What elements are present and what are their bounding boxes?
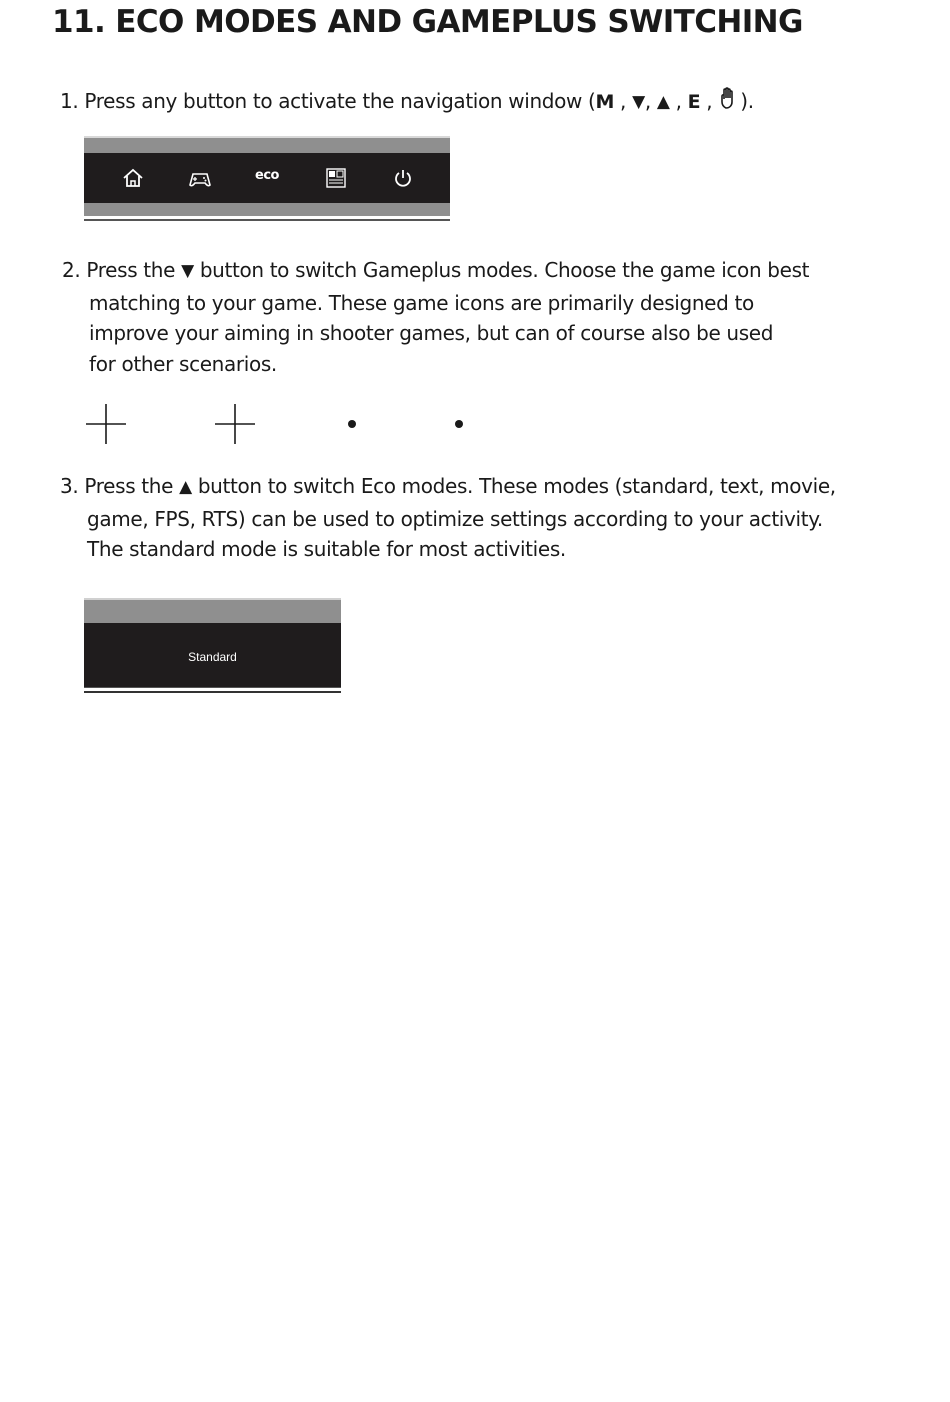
window-top-band — [84, 598, 341, 623]
window-bottom-band — [84, 687, 341, 693]
gamepad-icon[interactable] — [188, 166, 212, 190]
power-icon[interactable] — [391, 166, 415, 190]
input-source-icon[interactable] — [324, 166, 348, 190]
crosshair-large-icon — [213, 402, 257, 446]
eco-mode-label: Standard — [188, 650, 237, 664]
dot-small-icon — [437, 402, 481, 446]
down-arrow-icon: ▼ — [181, 261, 194, 281]
eco-mode-window — [84, 598, 341, 693]
up-arrow-icon: ▲ — [179, 477, 192, 497]
page-title: 11. ECO MODES AND GAMEPLUS SWITCHING — [52, 4, 803, 40]
menu-button-label: M — [595, 91, 615, 113]
step-3-text: 3. Press the ▲ button to switch Eco modes. These modes (standard, text, movie, game, FPS, RTS) can be used to optimize settings according to your activity. The standard mode is suitable for most activities. — [60, 474, 836, 561]
home-icon[interactable] — [121, 166, 145, 190]
dot-small-icon — [330, 402, 374, 446]
step-1-text: 1. Press any button to activate the navigation window (M , ▼, ▲ , E , ). — [60, 86, 754, 120]
up-arrow-icon: ▲ — [656, 92, 670, 112]
eco-icon[interactable]: eco — [255, 168, 279, 183]
down-arrow-icon: ▼ — [632, 92, 645, 112]
window-bottom-band — [84, 203, 450, 219]
exit-button-label: E — [687, 91, 701, 113]
window-top-band — [84, 136, 450, 153]
step-2-text: 2. Press the ▼ button to switch Gameplus modes. Choose the game icon best matching to your game. These game icons are primarily designed to improve your aiming in shooter games, but can of course also be used for other scenarios. — [62, 258, 810, 376]
navigation-window — [84, 136, 450, 219]
power-touch-icon — [718, 87, 740, 120]
crosshair-large-icon — [84, 402, 128, 446]
